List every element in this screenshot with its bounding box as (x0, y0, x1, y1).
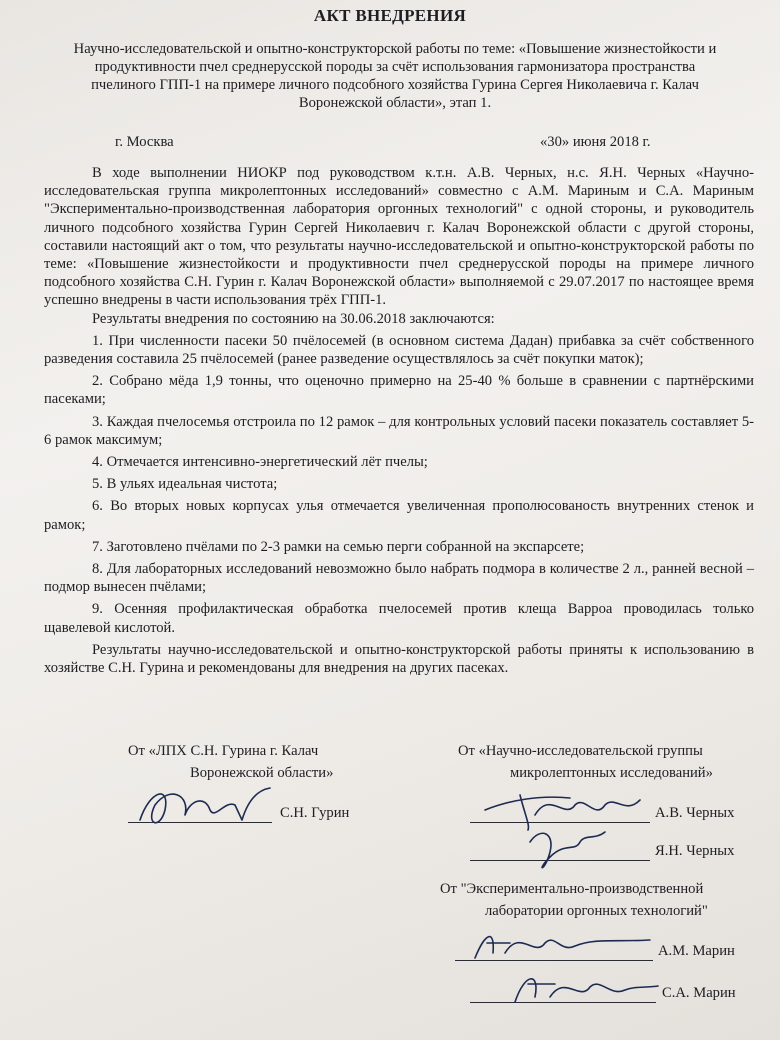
lab-signer-org-line2: лаборатории оргонных технологий" (485, 903, 708, 919)
result-item: 8. Для лабораторных исследований невозможно было набрать подмора в количестве 2 л., ранней весной – подмор вынесен пчёлами; (44, 561, 754, 596)
result-item: 6. Во вторых новых корпусах улья отмечается увеличенная прополюсованость внутренних стенок и рамок; (44, 498, 754, 533)
lab-signer-name-1: А.М. Марин (658, 943, 735, 959)
intro-paragraph: В ходе выполнении НИОКР под руководством к.т.н. А.В. Черных, н.с. Я.Н. Черных «Научно-исследовательская группа микролептонных исследований» совместно с А.М. Мариным и С.А. Мариным "Экспериментально-производственная лаборатория оргонных технологий" с одной стороны, и руководитель личного подсобного хозяйства Гурин Сергей Николаевич г. Калач Воронежской области с другой стороны, составили настоящий акт о том, что результаты научно-исследовательской и опытно-конструкторской работы по теме: «Повышение жизнестойкости и продуктивности пчел среднерусской породы на примере личного подсобного хозяйства С.Н. Гурин г. Калач Воронежской области» выполняемой с 29.07.2017 по настоящее время успешно внедрены в части использования трёх ГПП-1. (44, 165, 754, 309)
lab-signer-org-line1: От "Экспериментально-производственной (440, 881, 704, 897)
left-signer-name: С.Н. Гурин (280, 805, 350, 821)
result-item: 4. Отмечается интенсивно-энергетический лёт пчелы; (92, 454, 428, 471)
result-item: 7. Заготовлено пчёлами по 2-3 рамки на семью перги собранной на экспарсете; (92, 538, 585, 555)
right-signer-name-2: Я.Н. Черных (655, 843, 735, 859)
result-item: 3. Каждая пчелосемья отстроила по 12 рамок – для контрольных условий пасеки показатель составляет 5-6 рамок максимум; (44, 413, 754, 448)
lab-signature-scribble-2 (500, 962, 660, 1012)
left-signer-org-line2: Воронежской области» (190, 765, 334, 781)
right-signer-org-line2: микролептонных исследований» (510, 765, 713, 781)
lab-signer-name-2: С.А. Марин (662, 985, 736, 1001)
date-of-signing: «30» июня 2018 г. (540, 134, 651, 150)
conclusion-paragraph: Результаты научно-исследовательской и опытно-конструкторской работы приняты к использованию в хозяйстве С.Н. Гурина и рекомендованы для внедрения на других пасеках. (44, 641, 754, 677)
result-item: 2. Собрано мёда 1,9 тонны, что оценочно примерно на 25-40 % больше в сравнении с партнёрскими пасеками; (44, 373, 754, 408)
document-title: АКТ ВНЕДРЕНИЯ (313, 6, 467, 25)
result-item: 9. Осенняя профилактическая обработка пчелосемей против клеща Варроа проводилась только щавелевой кислотой. (44, 601, 754, 636)
result-item: 1. При численности пасеки 50 пчёлосемей (в основном система Дадан) прибавка за счёт собственного разведения составила 25 пчёлосемей (ранее разведение осуществлялось за счёт покупки маток); (44, 332, 754, 368)
place-of-signing: г. Москва (115, 134, 174, 150)
left-signature-scribble (130, 780, 280, 835)
left-signer-org-line1: От «ЛПХ С.Н. Гурина г. Калач (128, 743, 319, 759)
right-signer-name-1: А.В. Черных (655, 805, 735, 821)
right-signature-scribble-2 (520, 822, 610, 877)
result-item: 5. В ульях идеальная чистота; (92, 476, 278, 493)
results-heading: Результаты внедрения по состоянию на 30.06.2018 заключаются: (92, 310, 495, 327)
lab-signature-scribble-1 (465, 918, 655, 968)
document-subject: Научно-исследовательской и опытно-конструкторской работы по теме: «Повышение жизнестойкости и продуктивности пчел среднерусской породы за счёт использования гармонизатора пространства пчелиного ГПП-1 на примере личного подсобного хозяйства Гурина Сергея Николаевича г. Калач Воронежской области», этап 1. (73, 41, 717, 111)
document-body (44, 164, 754, 677)
right-signer-org-line1: От «Научно-исследовательской группы (458, 743, 703, 759)
